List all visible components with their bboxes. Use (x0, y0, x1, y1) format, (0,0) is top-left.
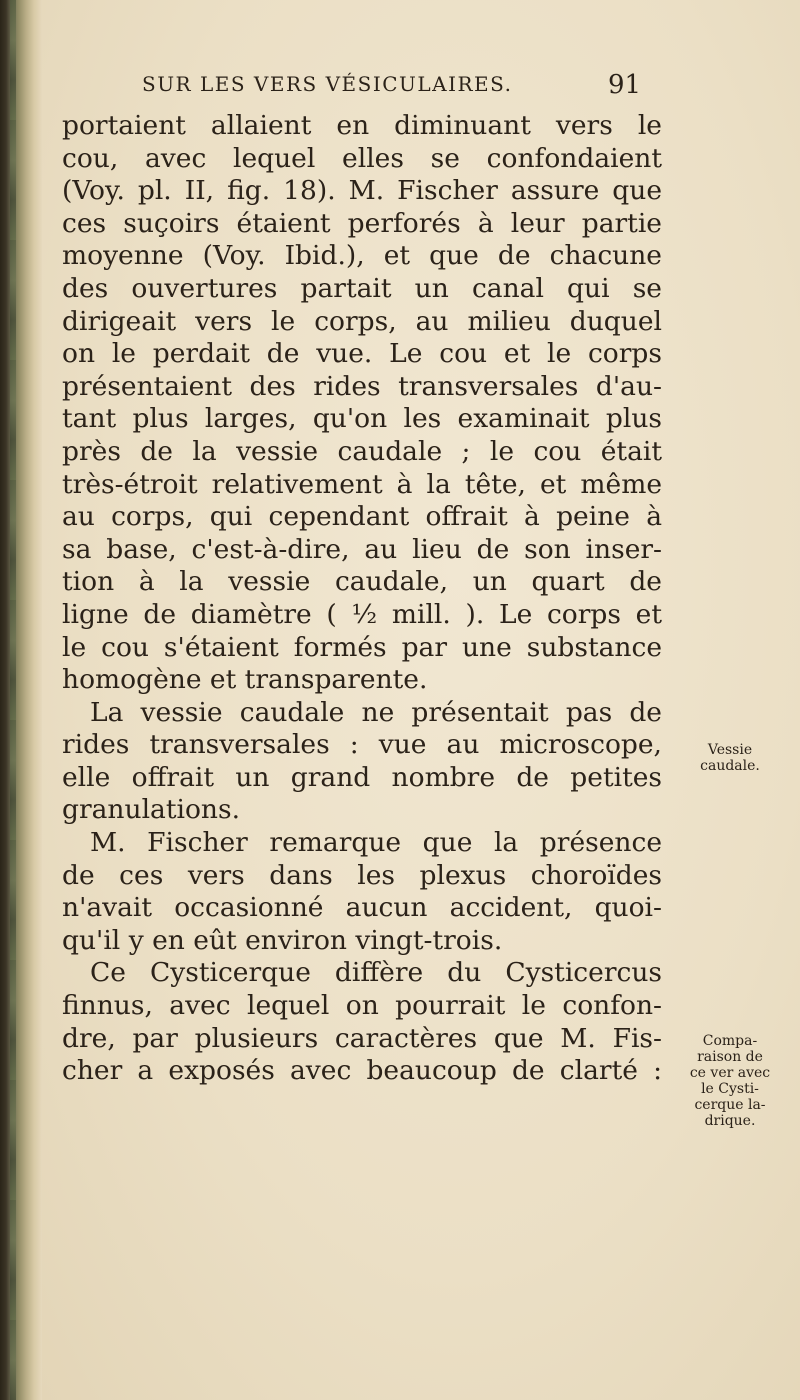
margin-note-line: drique. (704, 1113, 756, 1129)
text-line: homogène et transparente. (62, 664, 428, 696)
text-line: Ce Cysticerque diffère du Cysticercus (90, 957, 662, 989)
margin-note-line: raison de (697, 1049, 763, 1065)
text-line: des ouvertures partait un canal qui se (62, 272, 662, 304)
text-line: M. Fischer remarque que la présence (90, 827, 662, 859)
text-line: portaient allaient en diminuant vers le (62, 110, 662, 141)
text-line: très-étroit relativement à la tête, et même (62, 468, 662, 500)
text-line: n'avait occasionné aucun accident, quoi- (62, 892, 662, 924)
margin-note-line: ce ver avec (689, 1065, 771, 1081)
margin-note-comparaison (668, 1033, 792, 1129)
text-line: elle offrait un grand nombre de petites (62, 761, 662, 793)
margin-note-line: cerque la- (694, 1097, 766, 1113)
text-line: tion à la vessie caudale, un quart de (62, 566, 662, 598)
page-number: 91 (608, 70, 642, 100)
text-line: cher a exposés avec beaucoup de clarté : (62, 1055, 662, 1087)
running-head-title: SUR LES VERS VÉSICULAIRES. (142, 72, 513, 96)
text-line: de ces vers dans les plexus choroïdes (62, 859, 662, 891)
text-line: sa base, c'est-à-dire, au lieu de son inser- (62, 533, 662, 565)
text-line: (Voy. pl. II, fig. 18). M. Fischer assure que (62, 175, 662, 207)
text-line: moyenne (Voy. Ibid.), et que de chacune (62, 240, 662, 272)
text-line: ces suçoirs étaient perforés à leur partie (62, 207, 662, 239)
margin-note-line: Compa- (702, 1033, 758, 1049)
text-line: granulations. (62, 794, 241, 826)
text-line: on le perdait de vue. Le cou et le corps (62, 338, 662, 370)
text-line: ligne de diamètre ( ½ mill. ). Le corps et (62, 598, 662, 630)
text-line: présentaient des rides transversales d'au- (62, 370, 662, 402)
text-line: rides transversales : vue au microscope, (62, 729, 662, 761)
margin-note-line: caudale. (700, 758, 760, 774)
margin-note-line: Vessie (707, 742, 753, 758)
text-line: au corps, qui cependant offrait à peine à (62, 501, 662, 533)
main-text-block (62, 110, 662, 1088)
text-line: qu'il y en eût environ vingt-trois. (62, 924, 503, 956)
text-line: dre, par plusieurs caractères que M. Fis- (62, 1022, 662, 1054)
text-line: La vessie caudale ne présentait pas de (90, 696, 662, 728)
text-line: dirigeait vers le corps, au milieu duquel (62, 305, 662, 337)
binding-stripe (10, 0, 16, 1400)
text-line: le cou s'étaient formés par une substance (62, 631, 662, 663)
text-line: près de la vessie caudale ; le cou était (62, 435, 662, 467)
running-head (142, 72, 662, 96)
text-line: finnus, avec lequel on pourrait le confon- (62, 990, 662, 1022)
margin-note-vessie (668, 742, 792, 774)
text-line: cou, avec lequel elles se confondaient (62, 142, 662, 174)
book-binding-edge (0, 0, 42, 1400)
text-line: tant plus larges, qu'on les examinait plus (62, 403, 662, 435)
margin-note-line: le Cysti- (701, 1081, 759, 1097)
